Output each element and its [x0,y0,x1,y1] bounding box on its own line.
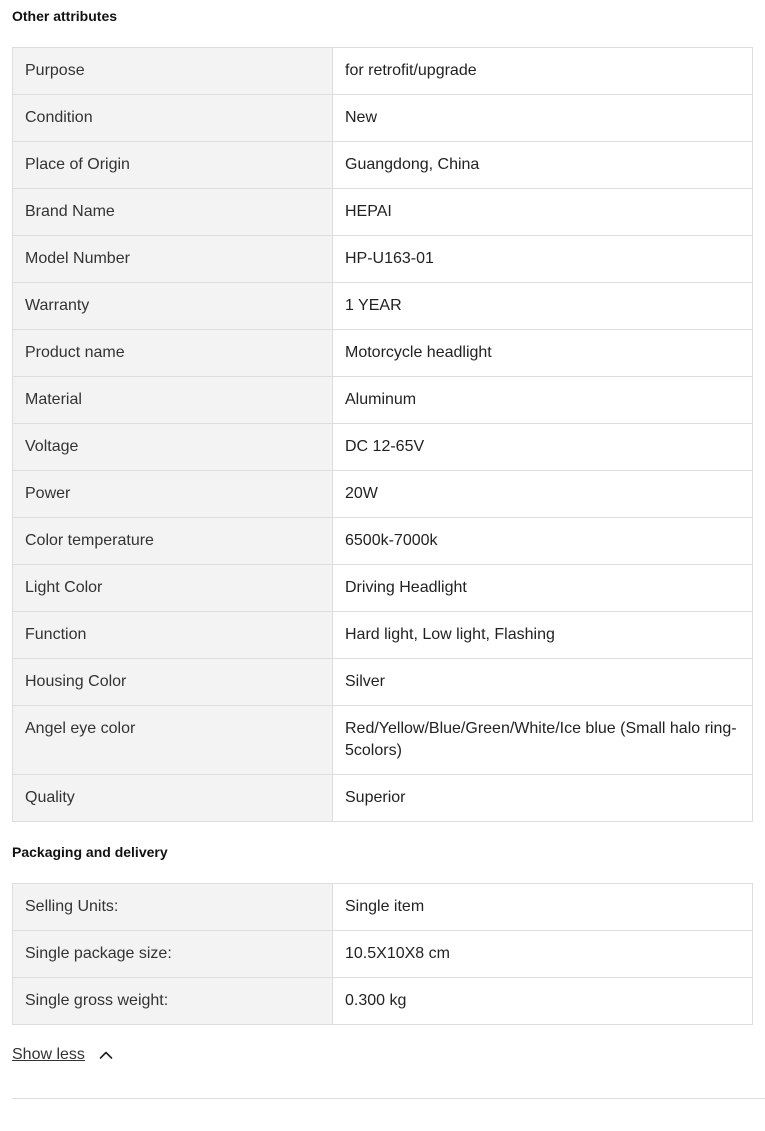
attribute-value: 1 YEAR [333,283,753,330]
attribute-value: New [333,95,753,142]
table-row [13,884,753,931]
table-row [13,48,753,95]
attribute-label: Single package size: [13,931,333,978]
attribute-label: Purpose [13,48,333,95]
table-row [13,775,753,822]
attribute-value: 6500k-7000k [333,518,753,565]
attribute-label: Housing Color [13,659,333,706]
attribute-label: Brand Name [13,189,333,236]
table-row [13,330,753,377]
attribute-label: Product name [13,330,333,377]
attribute-label: Warranty [13,283,333,330]
table-row [13,95,753,142]
attribute-value: for retrofit/upgrade [333,48,753,95]
attribute-value: Hard light, Low light, Flashing [333,612,753,659]
attribute-label: Power [13,471,333,518]
show-less-label: Show less [12,1046,85,1063]
attribute-value: Red/Yellow/Blue/Green/White/Ice blue (Small halo ring-5colors) [333,706,753,775]
attribute-value: 10.5X10X8 cm [333,931,753,978]
attribute-value: 20W [333,471,753,518]
attribute-value: HP-U163-01 [333,236,753,283]
table-row [13,142,753,189]
attribute-label: Material [13,377,333,424]
attribute-value: Aluminum [333,377,753,424]
attribute-label: Angel eye color [13,706,333,775]
table-row [13,565,753,612]
attribute-label: Voltage [13,424,333,471]
attribute-value: Superior [333,775,753,822]
attribute-value: Guangdong, China [333,142,753,189]
attribute-label: Condition [13,95,333,142]
attribute-label: Function [13,612,333,659]
table-row [13,377,753,424]
attribute-label: Color temperature [13,518,333,565]
attribute-value: Single item [333,884,753,931]
table-row [13,236,753,283]
attribute-label: Single gross weight: [13,978,333,1025]
show-less-button[interactable] [12,1046,114,1064]
table-row [13,978,753,1025]
packaging-title: Packaging and delivery [12,844,168,860]
other-attributes-title: Other attributes [12,8,118,24]
table-row [13,189,753,236]
table-row [13,931,753,978]
attribute-label: Place of Origin [13,142,333,189]
table-row [13,659,753,706]
attribute-label: Quality [13,775,333,822]
attribute-label: Selling Units: [13,884,333,931]
attribute-label: Model Number [13,236,333,283]
packaging-table [12,883,753,1025]
table-row [13,424,753,471]
table-row [13,518,753,565]
table-row [13,471,753,518]
table-row [13,283,753,330]
chevron-up-icon [98,1047,114,1063]
attribute-value: Driving Headlight [333,565,753,612]
attribute-value: DC 12-65V [333,424,753,471]
attribute-value: HEPAI [333,189,753,236]
divider [12,1098,765,1099]
table-row [13,612,753,659]
other-attributes-table [12,47,753,822]
table-row [13,706,753,775]
attribute-value: 0.300 kg [333,978,753,1025]
attribute-label: Light Color [13,565,333,612]
attribute-value: Silver [333,659,753,706]
attribute-value: Motorcycle headlight [333,330,753,377]
